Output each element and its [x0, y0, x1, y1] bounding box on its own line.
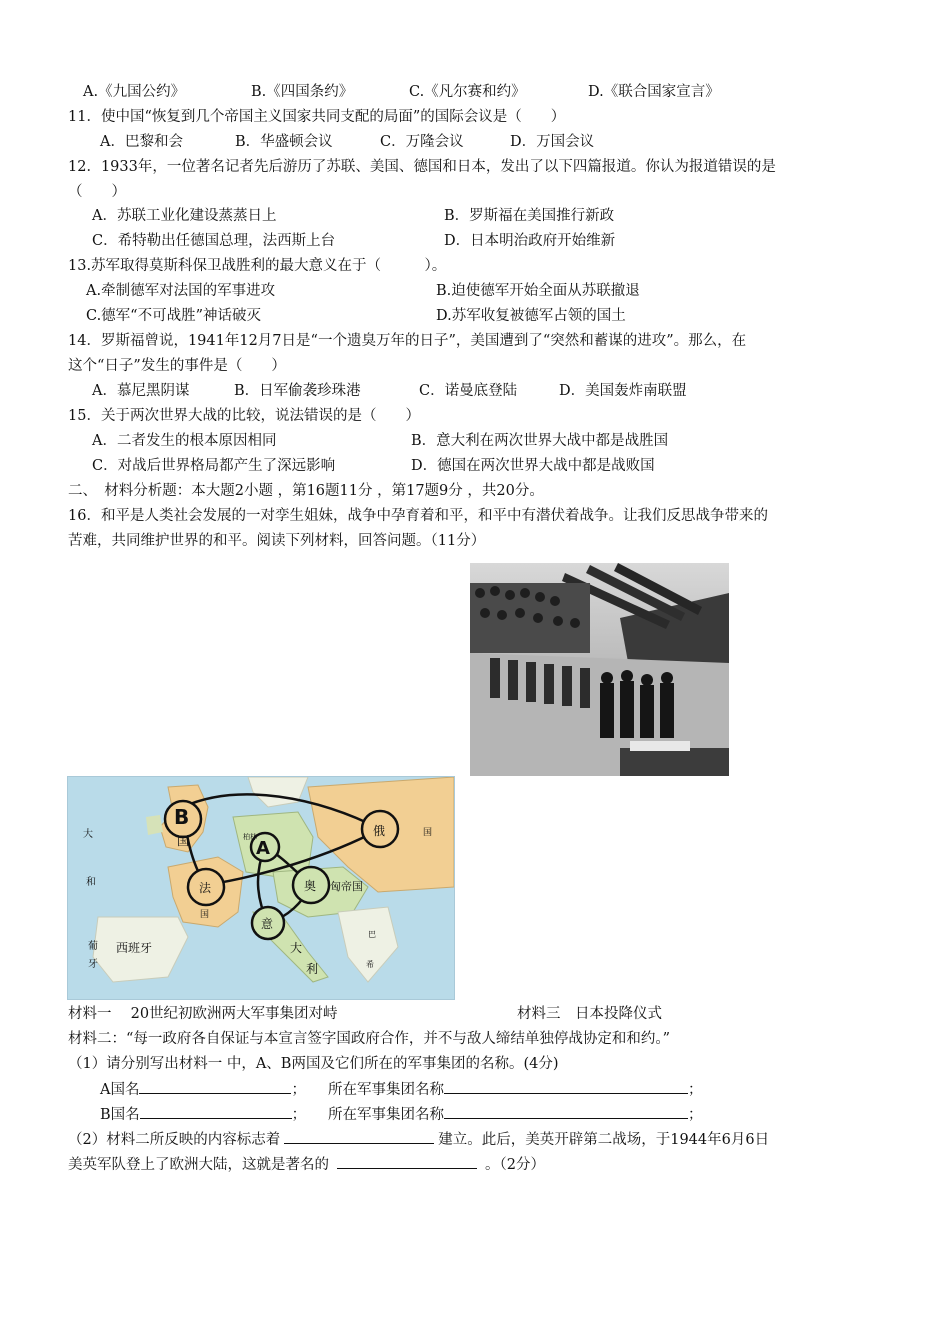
europe-alliances-map [67, 776, 455, 1000]
q13-option-d: D.苏军收复被德军占领的国土 [436, 308, 626, 324]
b-group-blank[interactable] [444, 1104, 688, 1119]
b-group-semicolon: ； [688, 1107, 703, 1123]
sub1-a-group-row [328, 1079, 703, 1100]
map-label-da: 大 [290, 941, 303, 955]
q11-option-a: A．巴黎和会 [100, 134, 183, 150]
q14-stem-line2: 这个“日子”发生的事件是（ ） [68, 358, 286, 374]
q12-option-a: A．苏联工业化建设蒸蒸日上 [92, 208, 277, 224]
map-label-he: 和 [86, 877, 96, 888]
q13-option-c: C.德军“不可战胜”神话破灭 [86, 308, 262, 324]
sub2-line2 [68, 1154, 545, 1175]
map-label-guo: 国 [200, 910, 210, 920]
q11-option-d: D．万国会议 [510, 134, 595, 150]
map-label-xi: 希 [366, 960, 374, 969]
a-country-label: A国名 [100, 1082, 140, 1098]
a-group-label: 所在军事集团名称 [328, 1082, 444, 1098]
section-2-heading: 二、 材料分析题：本大题2小题 ，第16题11分 ，第17题9分 ，共20分。 [68, 483, 544, 499]
caption-material-3: 材料三 日本投降仪式 [517, 1006, 662, 1022]
map-label-fu: 巴 [368, 930, 376, 939]
map-label-da-sea: 大 [83, 829, 93, 840]
sub2-text-2a: 美英军队登上了欧洲大陆，这就是著名的 [68, 1157, 329, 1173]
q10-option-b: B.《四国条约》 [251, 84, 354, 100]
q15-option-d: D．德国在两次世界大战中都是战败国 [411, 458, 655, 474]
q11-option-c: C．万隆会议 [380, 134, 464, 150]
q10-option-d: D.《联合国家宣言》 [588, 84, 720, 100]
map-label-bolin: 柏林 [243, 833, 257, 841]
b-country-label: B国名 [100, 1107, 140, 1123]
sub2-blank-1[interactable] [284, 1129, 434, 1144]
map-label-e: 俄 [373, 824, 386, 838]
q15-option-b: B．意大利在两次世界大战中都是战胜国 [411, 433, 669, 449]
q14-option-b: B．日军偷袭珍珠港 [234, 383, 361, 399]
sub1-a-row [100, 1079, 306, 1100]
map-label-e-guo: 国 [423, 828, 433, 838]
b-country-blank[interactable] [140, 1104, 292, 1119]
q12-option-c: C．希特勒出任德国总理，法西斯上台 [92, 233, 336, 249]
q13-option-a: A.牵制德军对法国的军事进攻 [86, 283, 276, 299]
map-label-ya: 牙 [88, 959, 98, 970]
b-group-label: 所在军事集团名称 [328, 1107, 444, 1123]
a-group-blank[interactable] [444, 1079, 688, 1094]
map-label-xibanya: 西班牙 [116, 941, 153, 955]
map-label-li: 利 [306, 962, 319, 976]
q11-option-b: B．华盛顿会议 [235, 134, 333, 150]
q15-stem: 15．关于两次世界大战的比较，说法错误的是（ ） [68, 408, 420, 424]
surrender-ceremony-photo [470, 563, 729, 776]
map-label-ao: 奥 [304, 879, 317, 893]
sub2-text-1b: 建立。此后，美英开辟第二战场，于1944年6月6日 [438, 1132, 770, 1148]
q13-stem: 13.苏军取得莫斯科保卫战胜利的最大意义在于（ ）。 [68, 258, 447, 274]
caption-material-1: 材料一 20世纪初欧洲两大军事集团对峙 [68, 1006, 338, 1022]
map-label-pu: 葡 [88, 941, 98, 952]
q14-stem-line1: 14．罗斯福曾说，1941年12月7日是“一个遗臭万年的日子”，美国遭到了“突然和蓄谋的进攻”。那么，在 [68, 333, 747, 349]
q12-option-d: D．日本明治政府开始维新 [444, 233, 616, 249]
sub2-blank-2[interactable] [337, 1154, 477, 1169]
a-group-semicolon: ； [688, 1082, 703, 1098]
sub1-b-row [100, 1104, 306, 1125]
map-label-ao-rest: 匈帝国 [330, 880, 363, 893]
sub2-text-2b: 。（2分） [485, 1157, 545, 1173]
a-country-blank[interactable] [139, 1079, 291, 1094]
q12-stem-line2: （ ） [68, 184, 126, 200]
q12-stem-line1: 12．1933年，一位著名记者先后游历了苏联、美国、德国和日本，发出了以下四篇报道。你认为报道错误的是 [68, 159, 776, 175]
q12-option-b: B．罗斯福在美国推行新政 [444, 208, 615, 224]
b-semicolon: ； [291, 1107, 307, 1123]
q13-option-b: B.迫使德军开始全面从苏联撤退 [436, 283, 640, 299]
sub1-b-group-row [328, 1104, 703, 1125]
map-label-fa: 法 [199, 881, 212, 895]
sub1-stem: （1）请分别写出材料一 中，A、B两国及它们所在的军事集团的名称。(4分) [68, 1056, 559, 1072]
map-label-a: A [256, 838, 270, 859]
sub2-text-1a: （2）材料二所反映的内容标志着 [68, 1132, 281, 1148]
map-label-b: B [174, 805, 190, 829]
q11-stem: 11．使中国“恢复到几个帝国主义国家共同支配的局面”的国际会议是（ ） [68, 109, 566, 125]
q16-stem-line2: 苦难，共同维护世界的和平。阅读下列材料，回答问题。（11分） [68, 533, 486, 549]
q15-option-a: A．二者发生的根本原因相同 [92, 433, 277, 449]
q14-option-c: C．诺曼底登陆 [419, 383, 518, 399]
q10-option-a: A.《九国公约》 [83, 84, 186, 100]
material-2-text: 材料二：“每一政府各自保证与本宣言签字国政府合作，并不与敌人缔结单独停战协定和和约。” [68, 1031, 671, 1047]
q10-option-c: C.《凡尔赛和约》 [409, 84, 526, 100]
q15-option-c: C．对战后世界格局都产生了深远影响 [92, 458, 336, 474]
a-semicolon: ； [291, 1082, 306, 1098]
q16-stem-line1: 16．和平是人类社会发展的一对孪生姐妹，战争中孕育着和平，和平中有潜伏着战争。让我们反思战争带来的 [68, 508, 768, 524]
sub2-line1 [68, 1129, 769, 1150]
map-label-b-guo: 国 [177, 834, 190, 848]
map-label-yi: 意 [261, 917, 274, 931]
q14-option-d: D．美国轰炸南联盟 [559, 383, 687, 399]
q14-option-a: A．慕尼黑阴谋 [92, 383, 190, 399]
